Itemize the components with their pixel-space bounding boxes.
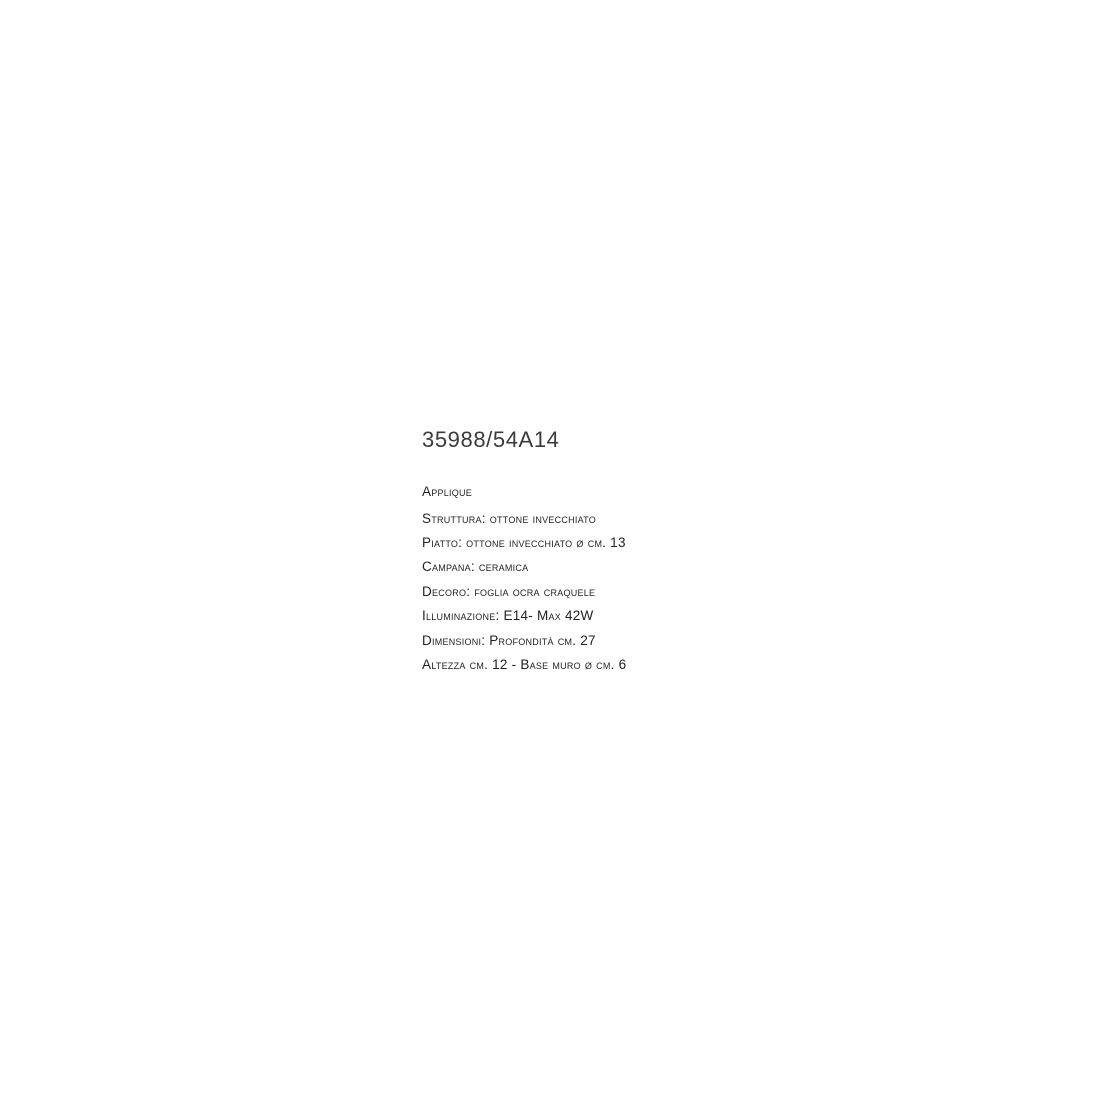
spec-line-height-base: Altezza cm. 12 - Base muro ø cm. 6 [422,657,627,673]
spec-line-structure: Struttura: ottone invecchiato [422,510,597,526]
spec-line-dimensions: Dimensioni: Profondità cm. 27 [422,632,596,648]
spec-line-plate: Piatto: ottone invecchiato ø cm. 13 [422,535,626,550]
product-code: 35988/54A14 [422,427,560,452]
spec-line-illumination: Illuminazione: E14- Max 42W [422,608,594,624]
spec-line-product-type: Applique [422,484,473,500]
spec-line-decoration: Decoro: foglia ocra craquele [422,583,596,599]
spec-line-shade: Campana: ceramica [422,559,529,575]
product-details-block [422,428,982,677]
specification-list [422,480,982,677]
